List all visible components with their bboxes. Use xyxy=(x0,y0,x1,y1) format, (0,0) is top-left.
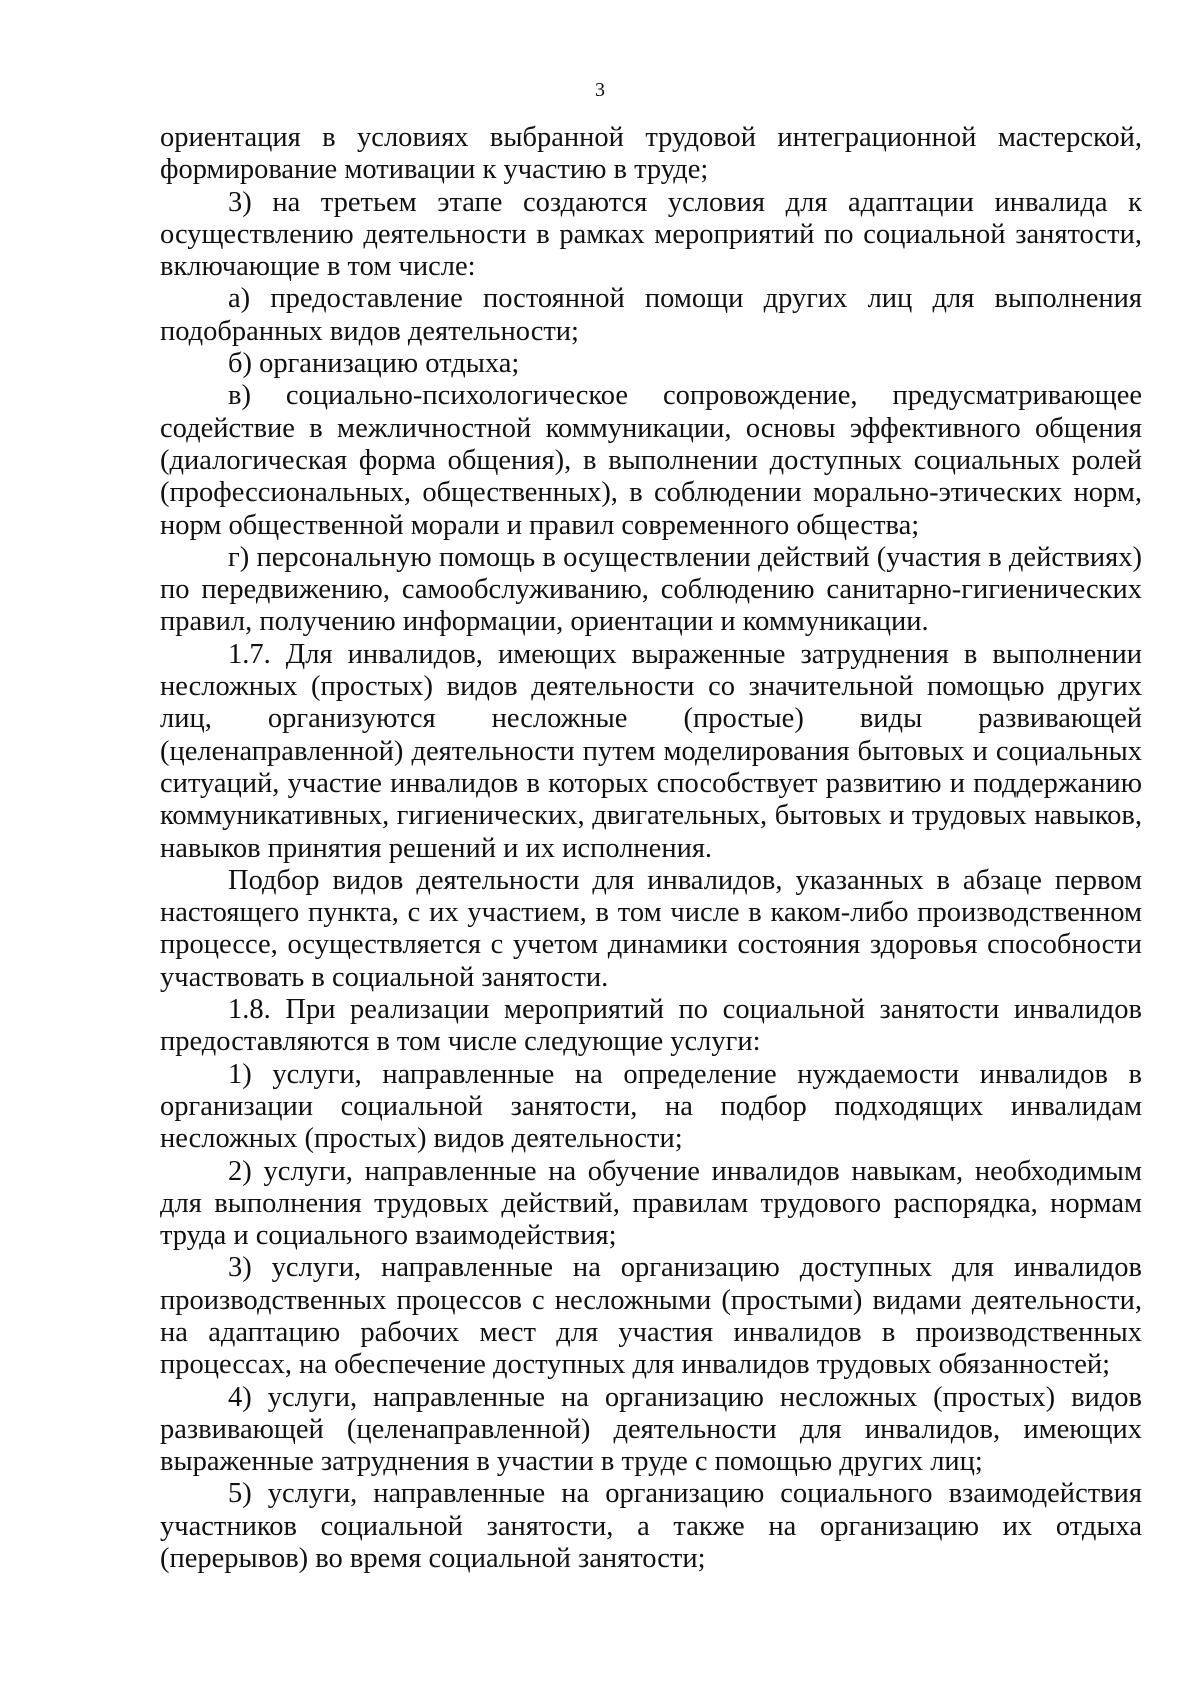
paragraph: 2) услуги, направленные на обучение инвалидов навыкам, необходимым для выполнения трудовых действий, правилам трудового распорядка, нормам труда и социального взаимодействия; xyxy=(160,1155,1142,1252)
paragraph: ориентация в условиях выбранной трудовой интеграционной мастерской, формирование мотивации к участию в труде; xyxy=(160,122,1142,186)
paragraph: 4) услуги, направленные на организацию несложных (простых) видов развивающей (целенаправленной) деятельности для инвалидов, имеющих выраженные затруднения в участии в труде с помощью других лиц; xyxy=(160,1381,1142,1478)
document-body xyxy=(160,122,1142,1575)
paragraph: б) организацию отдыха; xyxy=(228,348,520,380)
paragraph: 3) услуги, направленные на организацию доступных для инвалидов производственных процессов с несложными (простыми) видами деятельности, на адаптацию рабочих мест для участия инвалидов в производственных процессах, на обеспечение доступных для инвалидов трудовых обязанностей; xyxy=(160,1252,1142,1381)
page-number: 3 xyxy=(595,79,605,101)
paragraph: 1) услуги, направленные на определение нуждаемости инвалидов в организации социальной занятости, на подбор подходящих инвалидам несложных (простых) видов деятельности; xyxy=(160,1058,1142,1155)
paragraph: 1.8. При реализации мероприятий по социальной занятости инвалидов предоставляются в том числе следующие услуги: xyxy=(160,994,1142,1058)
paragraph: 5) услуги, направленные на организацию социального взаимодействия участников социальной занятости, а также на организацию их отдыха (перерывов) во время социальной занятости; xyxy=(160,1478,1142,1575)
paragraph: а) предоставление постоянной помощи других лиц для выполнения подобранных видов деятельности; xyxy=(160,283,1142,347)
paragraph: г) персональную помощь в осуществлении действий (участия в действиях) по передвижению, самообслуживанию, соблюдению санитарно-гигиенических правил, получению информации, ориентации и коммуникации. xyxy=(160,541,1142,638)
paragraph: 1.7. Для инвалидов, имеющих выраженные затруднения в выполнении несложных (простых) видов деятельности со значительной помощью других лиц, организуются несложные (простые) виды развивающей (целенаправленной) деятельности путем моделирования бытовых и социальных ситуаций, участие инвалидов в которых способствует развитию и поддержанию коммуникативных, гигиенических, двигательных, бытовых и трудовых навыков, навыков принятия решений и их исполнения. xyxy=(160,638,1142,864)
paragraph: 3) на третьем этапе создаются условия для адаптации инвалида к осуществлению деятельности в рамках мероприятий по социальной занятости, включающие в том числе: xyxy=(160,186,1142,283)
paragraph: в) социально-психологическое сопровождение, предусматривающее содействие в межличностной коммуникации, основы эффективного общения (диалогическая форма общения), в выполнении доступных социальных ролей (профессиональных, общественных), в соблюдении морально-этических норм, норм общественной морали и правил современного общества; xyxy=(160,380,1142,541)
paragraph: Подбор видов деятельности для инвалидов, указанных в абзаце первом настоящего пункта, с их участием, в том числе в каком-либо производственном процессе, осуществляется с учетом динамики состояния здоровья способности участвовать в социальной занятости. xyxy=(160,864,1142,993)
